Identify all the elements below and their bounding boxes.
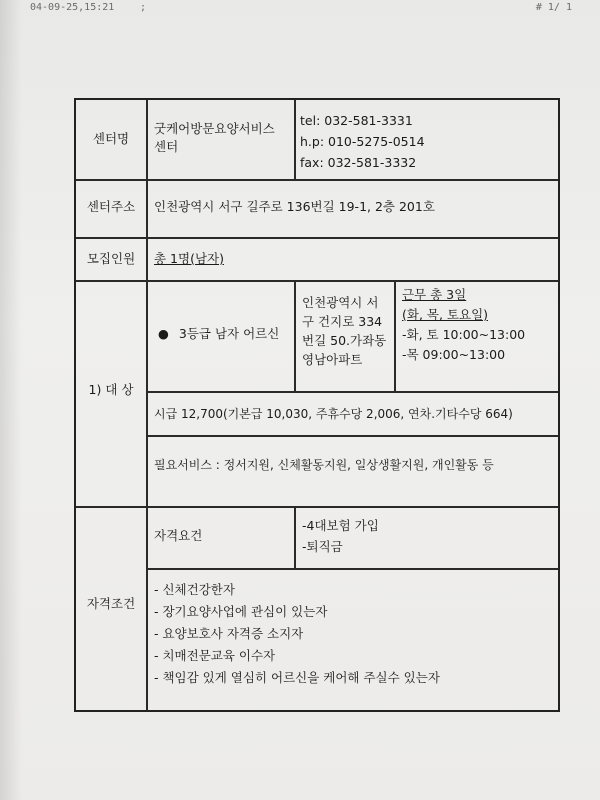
schedule-title: 근무 총 3일 bbox=[402, 287, 467, 302]
requirement-label: 자격요건 bbox=[154, 528, 203, 543]
benefit-item: -4대보험 가입 bbox=[302, 518, 379, 533]
center-name-line2: 센터 bbox=[154, 139, 179, 154]
bullet-icon: ● bbox=[158, 326, 169, 341]
recruit-label: 모집인원 bbox=[86, 251, 136, 266]
center-name-line1: 굿케어방문요양서비스 bbox=[154, 121, 275, 136]
fax-timestamp: 04-09-25,15:21 bbox=[30, 2, 115, 13]
recruit-value: 총 1명(남자) bbox=[154, 251, 224, 266]
schedule-days: (화, 목, 토요일) bbox=[402, 307, 489, 322]
location-line: 구 건지로 334 bbox=[302, 314, 383, 329]
center-name-label: 센터명 bbox=[92, 131, 130, 146]
center-address-label: 센터주소 bbox=[86, 199, 136, 214]
center-tel: tel: 032-581-3331 bbox=[300, 113, 413, 128]
target-wage: 시급 12,700(기본급 10,030, 주휴수당 2,006, 연차.기타수당 664) bbox=[154, 407, 513, 421]
target-services: 필요서비스 : 정서지원, 신체활동지원, 일상생활지원, 개인활동 등 bbox=[154, 458, 494, 472]
requirement-item: - 치매전문교육 이수자 bbox=[154, 648, 276, 663]
requirement-item: - 요양보호사 자격증 소지자 bbox=[154, 626, 304, 641]
scan-edge-shadow bbox=[0, 0, 22, 800]
recruitment-form bbox=[74, 98, 560, 712]
client-description: 3등급 남자 어르신 bbox=[178, 326, 280, 341]
requirement-item: - 신체건강한자 bbox=[154, 582, 235, 597]
target-label: 1) 대 상 bbox=[88, 382, 134, 397]
requirement-item: - 책임감 있게 열심히 어르신을 케어해 주실수 있는자 bbox=[154, 670, 440, 685]
location-line: 영남아파트 bbox=[302, 352, 363, 367]
fax-page-marker: # 1/ 1 bbox=[535, 2, 572, 13]
center-name bbox=[148, 100, 294, 179]
center-hp: h.p: 010-5275-0514 bbox=[300, 134, 425, 149]
center-address: 인천광역시 서구 길주로 136번길 19-1, 2층 201호 bbox=[154, 199, 435, 214]
location-line: 번길 50.가좌동 bbox=[302, 333, 387, 348]
fax-separator: ; bbox=[140, 2, 147, 13]
target-location bbox=[296, 281, 394, 391]
qualification-label: 자격조건 bbox=[86, 596, 136, 611]
benefit-item: -퇴직금 bbox=[302, 539, 343, 554]
center-fax: fax: 032-581-3332 bbox=[300, 155, 417, 170]
center-contacts bbox=[296, 100, 558, 179]
fax-header bbox=[30, 0, 590, 18]
target-schedule bbox=[396, 281, 558, 391]
requirements-list bbox=[148, 569, 558, 710]
location-line: 인천광역시 서 bbox=[302, 295, 379, 310]
requirement-item: - 장기요양사업에 관심이 있는자 bbox=[154, 604, 328, 619]
schedule-time: -목 09:00~13:00 bbox=[402, 347, 506, 362]
schedule-time: -화, 토 10:00~13:00 bbox=[402, 327, 526, 342]
benefits bbox=[296, 507, 558, 568]
target-client bbox=[148, 281, 294, 391]
